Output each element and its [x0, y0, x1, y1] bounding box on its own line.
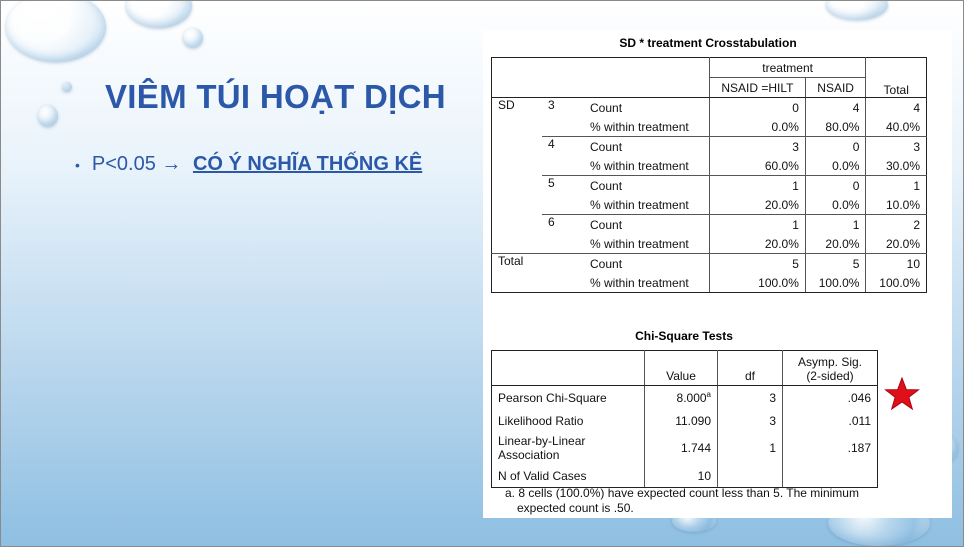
table-cell: 0: [805, 137, 866, 157]
row-group-label: 4: [542, 137, 584, 176]
row-label: Linear-by-Linear Association: [492, 432, 645, 464]
table-row: [492, 254, 927, 274]
table-row: [492, 98, 927, 118]
table-cell: 20.0%: [709, 234, 805, 254]
df-cell: 3: [718, 409, 783, 432]
total-row-label: Total: [492, 254, 585, 293]
statistic-label: Count: [584, 215, 709, 235]
water-drop-decoration: [126, 0, 192, 28]
table-cell: 30.0%: [866, 156, 927, 176]
row-group-label: 6: [542, 215, 584, 254]
crosstab-table: [491, 57, 927, 293]
water-drop-decoration: [826, 0, 888, 20]
row-variable-label: SD: [492, 98, 543, 254]
table-cell: 1: [805, 215, 866, 235]
table-cell: 0.0%: [805, 195, 866, 215]
statistic-label: % within treatment: [584, 234, 709, 254]
water-drop-decoration: [6, 0, 106, 62]
table-cell: 20.0%: [866, 234, 927, 254]
table-cell: 0.0%: [709, 117, 805, 137]
table-cell: 0.0%: [805, 156, 866, 176]
table-row: [492, 409, 878, 432]
significance-cell: [783, 464, 878, 488]
statistic-label: Count: [584, 137, 709, 157]
statistic-label: % within treatment: [584, 117, 709, 137]
column-header: df: [718, 351, 783, 386]
df-cell: [718, 464, 783, 488]
column-header: Asymp. Sig. (2-sided): [783, 351, 878, 386]
bullet-text: P<0.05 →: [91, 153, 187, 175]
chisq-table: [491, 350, 878, 488]
header-corner: [492, 351, 645, 386]
statistic-label: % within treatment: [584, 156, 709, 176]
table-cell: 100.0%: [866, 273, 927, 293]
table-row: [492, 464, 878, 488]
statistic-label: Count: [584, 254, 709, 274]
bullet-item: [75, 153, 422, 176]
table-cell: 10.0%: [866, 195, 927, 215]
value-text: 10: [697, 468, 711, 483]
table-cell: 5: [805, 254, 866, 274]
footnote-line: a. 8 cells (100.0%) have expected count less than 5. The minimum: [505, 486, 859, 500]
slide-title: VIÊM TÚI HOẠT DỊCH: [105, 78, 446, 115]
table-row: [492, 432, 878, 464]
table-cell: 100.0%: [805, 273, 866, 293]
table-row: [492, 137, 927, 157]
row-label: N of Valid Cases: [492, 464, 645, 488]
water-drop-decoration: [62, 82, 72, 92]
significance-cell: .046: [783, 386, 878, 410]
table-row: [492, 176, 927, 196]
column-header: Value: [645, 351, 718, 386]
water-drop-decoration: [183, 28, 203, 48]
statistic-label: Count: [584, 176, 709, 196]
row-label: Likelihood Ratio: [492, 409, 645, 432]
chisq-title: Chi-Square Tests: [635, 329, 733, 343]
table-cell: 0: [709, 98, 805, 118]
table-cell: 80.0%: [805, 117, 866, 137]
value-text: 8.000: [676, 391, 707, 405]
table-cell: 0: [805, 176, 866, 196]
row-label: Pearson Chi-Square: [492, 386, 645, 410]
table-row: [492, 215, 927, 235]
table-cell: 20.0%: [709, 195, 805, 215]
crosstab-title: SD * treatment Crosstabulation: [619, 36, 797, 50]
footnote-line: expected count is .50.: [517, 501, 634, 515]
chisq-footnote: [505, 486, 859, 516]
value-text: 11.090: [675, 413, 711, 428]
water-drop-decoration: [38, 105, 58, 127]
footnote-marker: a: [706, 390, 711, 399]
group-header: treatment: [709, 58, 866, 78]
table-cell: 1: [866, 176, 927, 196]
table-cell: 1: [709, 176, 805, 196]
table-cell: 60.0%: [709, 156, 805, 176]
bullet-marker: •: [75, 156, 80, 173]
bullet-emphasis: CÓ Ý NGHĨA THỐNG KÊ: [192, 153, 423, 175]
column-header: NSAID =HILT: [709, 78, 805, 98]
table-header-row: [492, 351, 878, 386]
row-group-label: 3: [542, 98, 584, 137]
table-header-row: [492, 58, 927, 78]
significance-cell: .011: [783, 409, 878, 432]
header-corner: [492, 58, 710, 98]
column-header: Total: [866, 58, 927, 98]
value-text: 1.744: [680, 441, 711, 455]
value-cell: [645, 464, 718, 488]
table-cell: 10: [866, 254, 927, 274]
table-cell: 5: [709, 254, 805, 274]
statistic-label: Count: [584, 98, 709, 118]
table-cell: 20.0%: [805, 234, 866, 254]
statistic-label: % within treatment: [584, 195, 709, 215]
table-cell: 2: [866, 215, 927, 235]
row-group-label: 5: [542, 176, 584, 215]
table-cell: 4: [805, 98, 866, 118]
value-cell: [645, 432, 718, 464]
df-cell: 3: [718, 386, 783, 410]
column-header: NSAID: [805, 78, 866, 98]
statistic-label: % within treatment: [584, 273, 709, 293]
table-cell: 1: [709, 215, 805, 235]
table-cell: 4: [866, 98, 927, 118]
table-row: [492, 386, 878, 410]
table-cell: 3: [866, 137, 927, 157]
df-cell: 1: [718, 432, 783, 464]
star-icon: [884, 377, 920, 411]
table-cell: 3: [709, 137, 805, 157]
table-cell: 40.0%: [866, 117, 927, 137]
table-cell: 100.0%: [709, 273, 805, 293]
significance-cell: .187: [783, 432, 878, 464]
value-cell: [645, 386, 718, 410]
value-cell: [645, 409, 718, 432]
